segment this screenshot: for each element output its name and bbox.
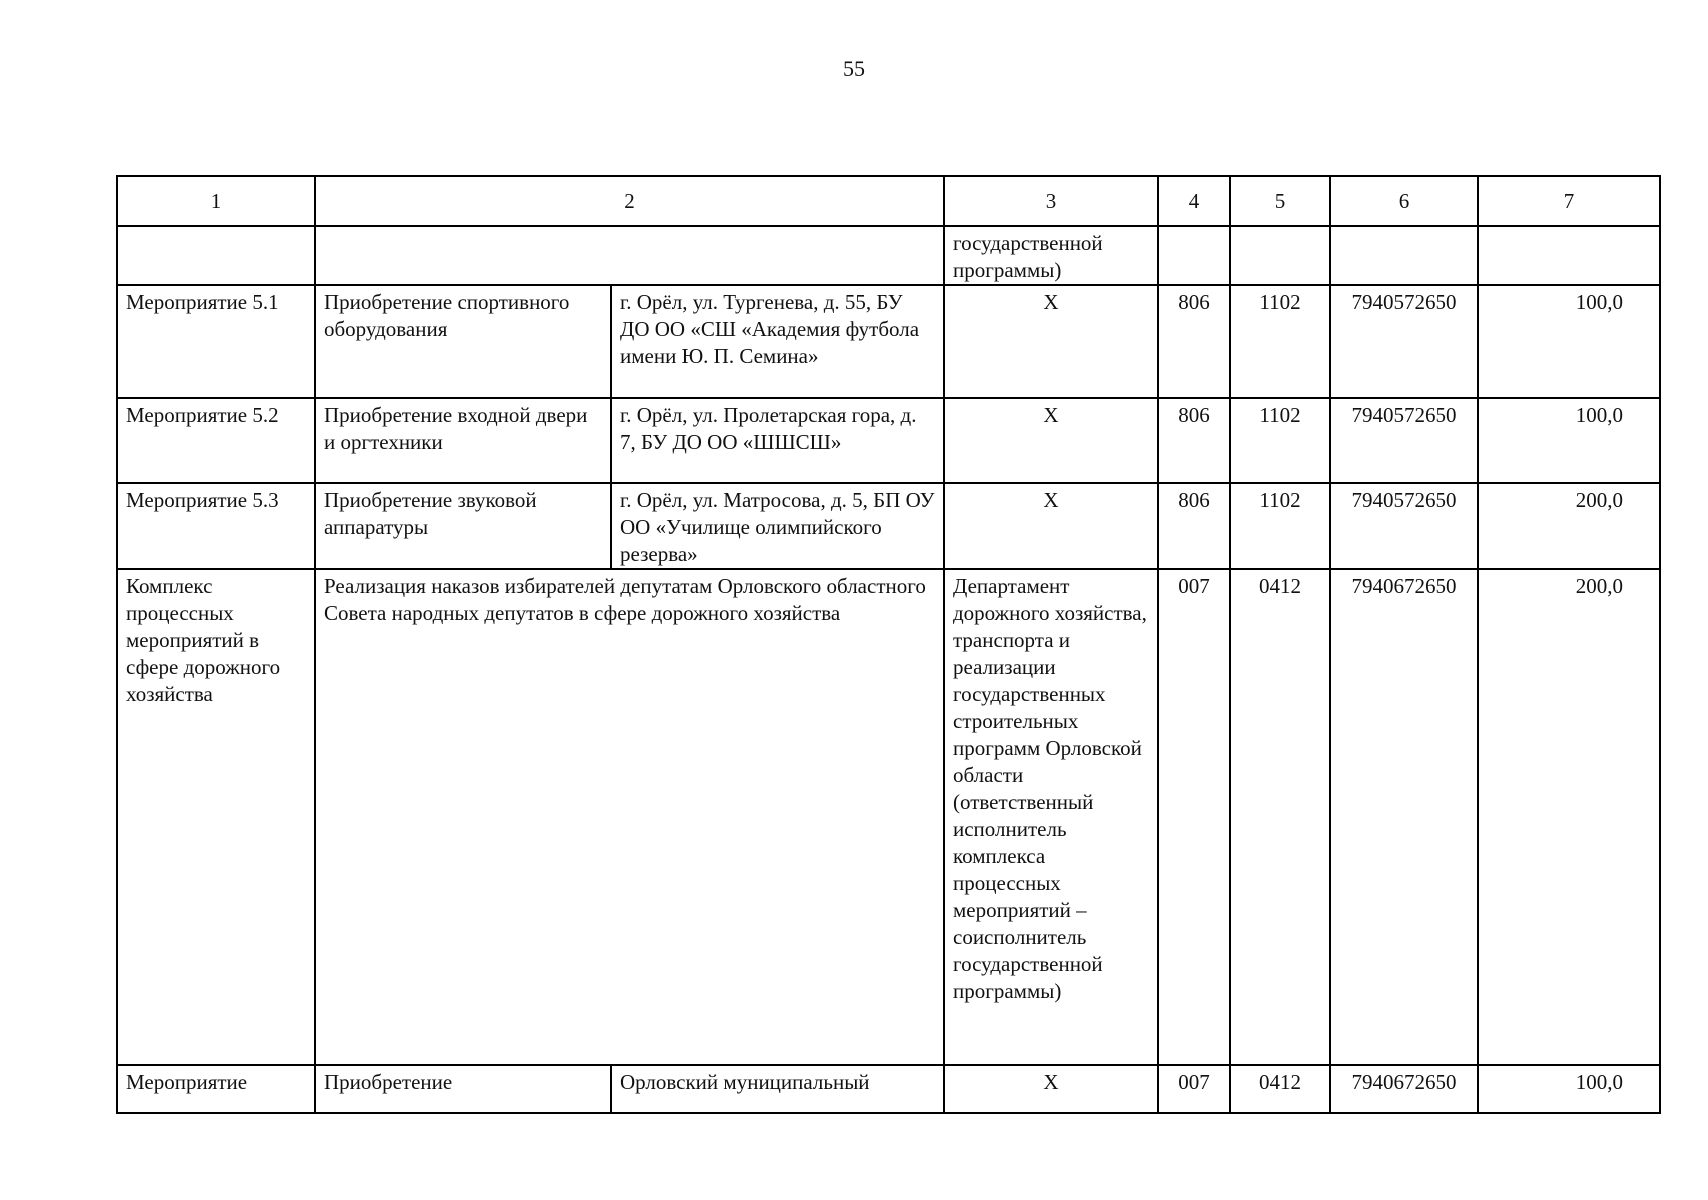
- table-row: [117, 483, 1660, 569]
- budget-table: [116, 175, 1661, 1114]
- activity-name: Мероприятие 5.2: [117, 398, 315, 483]
- target-code-cell: 7940672650: [1330, 569, 1478, 1065]
- amount-cell: 100,0: [1478, 398, 1660, 483]
- code-cell: 806: [1158, 483, 1230, 569]
- continuation-text: государственной программы): [944, 226, 1158, 285]
- section-cell: 0412: [1230, 1065, 1330, 1113]
- table-row: [117, 398, 1660, 483]
- activity-address: г. Орёл, ул. Матросова, д. 5, БП ОУ ОО «Училище олимпийского резерва»: [611, 483, 944, 569]
- section-cell: 1102: [1230, 285, 1330, 398]
- executor-cell: Х: [944, 285, 1158, 398]
- continuation-row: [117, 226, 1660, 285]
- activity-title: Приобретение спортивного оборудования: [315, 285, 611, 398]
- complex-name: Комплекс процессных мероприятий в сфере дорожного хозяйства: [117, 569, 315, 1065]
- amount-cell: 200,0: [1478, 483, 1660, 569]
- header-cell-5: 5: [1230, 176, 1330, 226]
- target-code-cell: 7940672650: [1330, 1065, 1478, 1113]
- cell-empty: [1330, 226, 1478, 285]
- code-cell: 806: [1158, 398, 1230, 483]
- code-cell: 007: [1158, 569, 1230, 1065]
- amount-cell: 100,0: [1478, 1065, 1660, 1113]
- executor-cell: Х: [944, 398, 1158, 483]
- cell-empty: [1478, 226, 1660, 285]
- header-cell-2: 2: [315, 176, 944, 226]
- header-cell-3: 3: [944, 176, 1158, 226]
- header-cell-6: 6: [1330, 176, 1478, 226]
- section-cell: 1102: [1230, 483, 1330, 569]
- cell-empty: [117, 226, 315, 285]
- header-cell-4: 4: [1158, 176, 1230, 226]
- executor-cell: Х: [944, 483, 1158, 569]
- table-row: [117, 1065, 1660, 1113]
- section-cell: 1102: [1230, 398, 1330, 483]
- responsible-executor: Департамент дорожного хозяйства, транспорта и реализации государственных строительных программ Орловской области (ответственный исполнитель комплекса процессных мероприятий – соисполнитель государственной программы): [944, 569, 1158, 1065]
- cell-empty: [1230, 226, 1330, 285]
- header-row: [117, 176, 1660, 226]
- activity-address: Орловский муниципальный: [611, 1065, 944, 1113]
- cell-empty: [315, 226, 944, 285]
- activity-name: Мероприятие 5.3: [117, 483, 315, 569]
- header-cell-1: 1: [117, 176, 315, 226]
- amount-cell: 100,0: [1478, 285, 1660, 398]
- activity-address: г. Орёл, ул. Тургенева, д. 55, БУ ДО ОО «СШ «Академия футбола имени Ю. П. Семина»: [611, 285, 944, 398]
- target-code-cell: 7940572650: [1330, 398, 1478, 483]
- section-cell: 0412: [1230, 569, 1330, 1065]
- activity-address: г. Орёл, ул. Пролетарская гора, д. 7, БУ ДО ОО «ШШСШ»: [611, 398, 944, 483]
- activity-title: Приобретение: [315, 1065, 611, 1113]
- complex-description: Реализация наказов избирателей депутатам Орловского областного Совета народных депутатов в сфере дорожного хозяйства: [315, 569, 944, 1065]
- code-cell: 806: [1158, 285, 1230, 398]
- complex-row: [117, 569, 1660, 1065]
- cell-empty: [1158, 226, 1230, 285]
- target-code-cell: 7940572650: [1330, 285, 1478, 398]
- header-cell-7: 7: [1478, 176, 1660, 226]
- page-number: 55: [843, 56, 865, 81]
- activity-name: Мероприятие 5.1: [117, 285, 315, 398]
- table-row: [117, 285, 1660, 398]
- activity-title: Приобретение звуковой аппаратуры: [315, 483, 611, 569]
- activity-name: Мероприятие: [117, 1065, 315, 1113]
- target-code-cell: 7940572650: [1330, 483, 1478, 569]
- code-cell: 007: [1158, 1065, 1230, 1113]
- executor-cell: Х: [944, 1065, 1158, 1113]
- activity-title: Приобретение входной двери и оргтехники: [315, 398, 611, 483]
- amount-cell: 200,0: [1478, 569, 1660, 1065]
